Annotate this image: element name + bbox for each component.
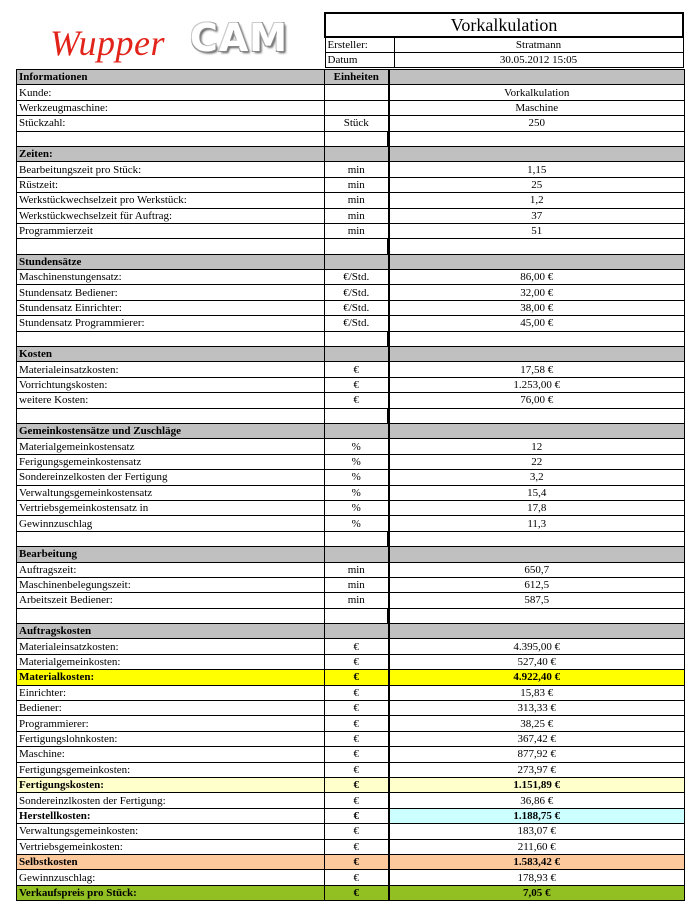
label-cell[interactable]: Herstellkosten:	[17, 808, 325, 823]
value-cell[interactable]	[389, 608, 685, 623]
value-cell[interactable]: 1.253,00 €	[389, 377, 685, 392]
value-cell[interactable]: 76,00 €	[389, 393, 685, 408]
table-row	[17, 793, 685, 808]
table-row	[17, 162, 685, 177]
table-row	[17, 377, 685, 392]
unit-cell[interactable]	[325, 331, 389, 346]
label-cell[interactable]: Werkstückwechselzeit pro Werkstück:	[17, 193, 325, 208]
table-row	[17, 300, 685, 315]
value-cell[interactable]: 178,93 €	[389, 870, 685, 885]
unit-cell[interactable]: min	[325, 177, 389, 192]
table-row	[17, 870, 685, 885]
table-row	[17, 562, 685, 577]
header-table	[324, 12, 684, 68]
unit-cell[interactable]	[325, 408, 389, 423]
datum-label: Datum	[325, 53, 394, 68]
value-cell[interactable]: 45,00 €	[389, 316, 685, 331]
label-cell[interactable]	[17, 239, 325, 254]
value-cell[interactable]: 527,40 €	[389, 654, 685, 669]
value-cell[interactable]: 4.922,40 €	[389, 670, 685, 685]
table-row	[17, 762, 685, 777]
value-cell[interactable]	[389, 347, 685, 362]
label-cell[interactable]: Sondereinzelkosten der Fertigung	[17, 470, 325, 485]
label-cell[interactable]	[17, 608, 325, 623]
table-row	[17, 716, 685, 731]
value-cell[interactable]	[389, 331, 685, 346]
unit-cell[interactable]: €	[325, 808, 389, 823]
label-cell[interactable]	[17, 531, 325, 546]
label-cell[interactable]: weitere Kosten:	[17, 393, 325, 408]
label-cell[interactable]: Vorrichtungskosten:	[17, 377, 325, 392]
label-cell[interactable]: Selbstkosten	[17, 854, 325, 869]
value-cell[interactable]: 12	[389, 439, 685, 454]
table-row	[17, 116, 685, 131]
unit-cell[interactable]: %	[325, 454, 389, 469]
table-row	[17, 285, 685, 300]
unit-cell[interactable]: €	[325, 701, 389, 716]
label-cell[interactable]: Einrichter:	[17, 685, 325, 700]
value-cell[interactable]: 250	[389, 116, 685, 131]
label-cell[interactable]: Programmierer:	[17, 716, 325, 731]
table-row	[17, 731, 685, 746]
table-row	[17, 316, 685, 331]
unit-cell[interactable]: min	[325, 193, 389, 208]
label-cell[interactable]: Stundensätze	[17, 254, 325, 269]
table-row	[17, 439, 685, 454]
label-cell[interactable]: Fertigungsgemeinkosten:	[17, 762, 325, 777]
label-cell[interactable]	[17, 131, 325, 146]
label-cell[interactable]: Programmierzeit	[17, 223, 325, 238]
label-cell[interactable]: Sondereinzlkosten der Fertigung:	[17, 793, 325, 808]
value-cell[interactable]: 3,2	[389, 470, 685, 485]
label-cell[interactable]: Bearbeitung	[17, 547, 325, 562]
unit-cell[interactable]: min	[325, 223, 389, 238]
label-cell[interactable]: Verwaltungsgemeinkosten:	[17, 824, 325, 839]
value-cell[interactable]	[389, 70, 685, 85]
unit-cell[interactable]	[325, 624, 389, 639]
table-row	[17, 685, 685, 700]
label-cell[interactable]: Vertriebsgemeinkosten:	[17, 839, 325, 854]
unit-cell[interactable]	[325, 423, 389, 438]
table-row	[17, 100, 685, 115]
section-header-row	[17, 70, 685, 85]
unit-cell[interactable]: €/Std.	[325, 285, 389, 300]
unit-cell[interactable]: €	[325, 747, 389, 762]
unit-cell[interactable]: min	[325, 577, 389, 592]
unit-cell[interactable]: €	[325, 639, 389, 654]
label-cell[interactable]: Maschinenstungensatz:	[17, 270, 325, 285]
unit-cell[interactable]: €	[325, 793, 389, 808]
label-cell[interactable]: Gewinnzuschlag:	[17, 870, 325, 885]
table-row	[17, 485, 685, 500]
unit-cell[interactable]: min	[325, 162, 389, 177]
unit-cell[interactable]: €	[325, 716, 389, 731]
logo-script-text: Wupper	[50, 23, 165, 63]
ersteller-value[interactable]: Stratmann	[394, 37, 683, 53]
table-row	[17, 470, 685, 485]
unit-cell[interactable]: min	[325, 593, 389, 608]
label-cell[interactable]: Stundensatz Einrichter:	[17, 300, 325, 315]
table-row	[17, 85, 685, 100]
value-cell[interactable]: 273,97 €	[389, 762, 685, 777]
label-cell[interactable]: Materialkosten:	[17, 670, 325, 685]
label-cell[interactable]: Auftragszeit:	[17, 562, 325, 577]
unit-cell[interactable]	[325, 254, 389, 269]
value-cell[interactable]: 36,86 €	[389, 793, 685, 808]
value-cell[interactable]: 587,5	[389, 593, 685, 608]
table-row	[17, 885, 685, 900]
value-cell[interactable]: 1.188,75 €	[389, 808, 685, 823]
value-cell[interactable]: 183,07 €	[389, 824, 685, 839]
logo-block-text: CAM	[190, 16, 289, 60]
value-cell[interactable]: 1.583,42 €	[389, 854, 685, 869]
label-cell[interactable]: Maschine:	[17, 747, 325, 762]
value-cell[interactable]: 25	[389, 177, 685, 192]
label-cell[interactable]	[17, 331, 325, 346]
section-header-row	[17, 547, 685, 562]
label-cell[interactable]: Vertriebsgemeinkostensatz in	[17, 500, 325, 515]
label-cell[interactable]: Stundensatz Programmierer:	[17, 316, 325, 331]
datum-value[interactable]: 30.05.2012 15:05	[394, 53, 683, 68]
table-row	[17, 193, 685, 208]
label-cell[interactable]: Werkstückwechselzeit für Auftrag:	[17, 208, 325, 223]
label-cell[interactable]: Materialeinsatzkosten:	[17, 639, 325, 654]
spacer-row	[17, 608, 685, 623]
table-row	[17, 577, 685, 592]
unit-cell[interactable]	[325, 85, 389, 100]
label-cell[interactable]: Verkaufspreis pro Stück:	[17, 885, 325, 900]
spacer-row	[17, 239, 685, 254]
table-row	[17, 223, 685, 238]
table-row	[17, 747, 685, 762]
table-row	[17, 454, 685, 469]
label-cell[interactable]: Materialgemeinkostensatz	[17, 439, 325, 454]
table-row	[17, 701, 685, 716]
unit-cell[interactable]: €	[325, 362, 389, 377]
label-cell[interactable]: Kosten	[17, 347, 325, 362]
unit-cell[interactable]: €	[325, 762, 389, 777]
value-cell[interactable]: 15,4	[389, 485, 685, 500]
label-cell[interactable]: Bearbeitungszeit pro Stück:	[17, 162, 325, 177]
unit-cell[interactable]: %	[325, 470, 389, 485]
unit-cell[interactable]: €	[325, 685, 389, 700]
unit-cell[interactable]: €	[325, 731, 389, 746]
label-cell[interactable]	[17, 408, 325, 423]
table-row	[17, 593, 685, 608]
label-cell[interactable]: Gemeinkostensätze und Zuschläge	[17, 423, 325, 438]
value-cell[interactable]	[389, 423, 685, 438]
table-row	[17, 824, 685, 839]
label-cell[interactable]: Bediener:	[17, 701, 325, 716]
unit-cell[interactable]	[325, 347, 389, 362]
section-header-row	[17, 347, 685, 362]
value-cell[interactable]	[389, 254, 685, 269]
section-header-row	[17, 624, 685, 639]
value-cell[interactable]: 17,8	[389, 500, 685, 515]
unit-cell[interactable]: €	[325, 854, 389, 869]
wuppercam-logo	[50, 14, 290, 62]
unit-cell[interactable]: %	[325, 439, 389, 454]
unit-cell[interactable]: min	[325, 562, 389, 577]
section-header-row	[17, 146, 685, 161]
unit-cell[interactable]: €	[325, 777, 389, 792]
value-cell[interactable]: 1,15	[389, 162, 685, 177]
calculation-table	[16, 69, 685, 901]
label-cell[interactable]: Stückzahl:	[17, 116, 325, 131]
unit-cell[interactable]	[325, 131, 389, 146]
label-cell[interactable]: Zeiten:	[17, 146, 325, 161]
table-row	[17, 639, 685, 654]
value-cell[interactable]: 211,60 €	[389, 839, 685, 854]
section-header-row	[17, 254, 685, 269]
ersteller-label: Ersteller:	[325, 37, 394, 53]
value-cell[interactable]: 7,05 €	[389, 885, 685, 900]
table-row	[17, 177, 685, 192]
value-cell[interactable]: 4.395,00 €	[389, 639, 685, 654]
label-cell[interactable]: Informationen	[17, 70, 325, 85]
label-cell[interactable]: Fertigungskosten:	[17, 777, 325, 792]
unit-cell[interactable]: Einheiten	[325, 70, 389, 85]
value-cell[interactable]: 11,3	[389, 516, 685, 531]
value-cell[interactable]: 877,92 €	[389, 747, 685, 762]
spacer-row	[17, 331, 685, 346]
unit-cell[interactable]	[325, 100, 389, 115]
label-cell[interactable]: Maschinenbelegungszeit:	[17, 577, 325, 592]
table-row	[17, 362, 685, 377]
label-cell[interactable]: Verwaltungsgemeinkostensatz	[17, 485, 325, 500]
unit-cell[interactable]	[325, 146, 389, 161]
value-cell[interactable]	[389, 408, 685, 423]
value-cell[interactable]: 38,00 €	[389, 300, 685, 315]
value-cell[interactable]: 38,25 €	[389, 716, 685, 731]
unit-cell[interactable]: €	[325, 377, 389, 392]
table-row	[17, 777, 685, 792]
table-row	[17, 670, 685, 685]
table-row	[17, 393, 685, 408]
value-cell[interactable]	[389, 131, 685, 146]
table-row	[17, 808, 685, 823]
value-cell[interactable]: 612,5	[389, 577, 685, 592]
unit-cell[interactable]: €	[325, 670, 389, 685]
value-cell[interactable]: 22	[389, 454, 685, 469]
table-row	[17, 839, 685, 854]
label-cell[interactable]: Auftragskosten	[17, 624, 325, 639]
unit-cell[interactable]: €	[325, 839, 389, 854]
table-row	[17, 516, 685, 531]
unit-cell[interactable]: min	[325, 208, 389, 223]
value-cell[interactable]: Maschine	[389, 100, 685, 115]
unit-cell[interactable]: Stück	[325, 116, 389, 131]
unit-cell[interactable]: %	[325, 500, 389, 515]
value-cell[interactable]	[389, 547, 685, 562]
table-row	[17, 270, 685, 285]
label-cell[interactable]: Stundensatz Bediener:	[17, 285, 325, 300]
label-cell[interactable]: Materialgemeinkosten:	[17, 654, 325, 669]
value-cell[interactable]: 15,83 €	[389, 685, 685, 700]
spacer-row	[17, 531, 685, 546]
label-cell[interactable]: Werkzeugmaschine:	[17, 100, 325, 115]
unit-cell[interactable]: €/Std.	[325, 270, 389, 285]
spacer-row	[17, 131, 685, 146]
section-header-row	[17, 423, 685, 438]
value-cell[interactable]: 51	[389, 223, 685, 238]
value-cell[interactable]: 650,7	[389, 562, 685, 577]
value-cell[interactable]	[389, 531, 685, 546]
value-cell[interactable]	[389, 239, 685, 254]
value-cell[interactable]: 86,00 €	[389, 270, 685, 285]
label-cell[interactable]: Materialeinsatzkosten:	[17, 362, 325, 377]
table-row	[17, 854, 685, 869]
value-cell[interactable]: Vorkalkulation	[389, 85, 685, 100]
unit-cell[interactable]: %	[325, 516, 389, 531]
table-row	[17, 500, 685, 515]
unit-cell[interactable]: €/Std.	[325, 300, 389, 315]
spacer-row	[17, 408, 685, 423]
unit-cell[interactable]	[325, 547, 389, 562]
page-title: Vorkalkulation	[325, 13, 683, 37]
value-cell[interactable]: 17,58 €	[389, 362, 685, 377]
table-row	[17, 654, 685, 669]
unit-cell[interactable]: €	[325, 824, 389, 839]
value-cell[interactable]	[389, 146, 685, 161]
label-cell[interactable]: Gewinnzuschlag	[17, 516, 325, 531]
unit-cell[interactable]: €	[325, 870, 389, 885]
value-cell[interactable]: 367,42 €	[389, 731, 685, 746]
label-cell[interactable]: Kunde:	[17, 85, 325, 100]
value-cell[interactable]	[389, 624, 685, 639]
label-cell[interactable]: Fertigungslohnkosten:	[17, 731, 325, 746]
value-cell[interactable]: 1.151,89 €	[389, 777, 685, 792]
value-cell[interactable]: 32,00 €	[389, 285, 685, 300]
unit-cell[interactable]	[325, 239, 389, 254]
unit-cell[interactable]: %	[325, 485, 389, 500]
unit-cell[interactable]: €	[325, 885, 389, 900]
label-cell[interactable]: Arbeitszeit Bediener:	[17, 593, 325, 608]
value-cell[interactable]: 37	[389, 208, 685, 223]
unit-cell[interactable]	[325, 608, 389, 623]
unit-cell[interactable]	[325, 531, 389, 546]
label-cell[interactable]: Rüstzeit:	[17, 177, 325, 192]
unit-cell[interactable]: €	[325, 654, 389, 669]
table-row	[17, 208, 685, 223]
value-cell[interactable]: 313,33 €	[389, 701, 685, 716]
unit-cell[interactable]: €	[325, 393, 389, 408]
label-cell[interactable]: Ferigungsgemeinkostensatz	[17, 454, 325, 469]
unit-cell[interactable]: €/Std.	[325, 316, 389, 331]
value-cell[interactable]: 1,2	[389, 193, 685, 208]
